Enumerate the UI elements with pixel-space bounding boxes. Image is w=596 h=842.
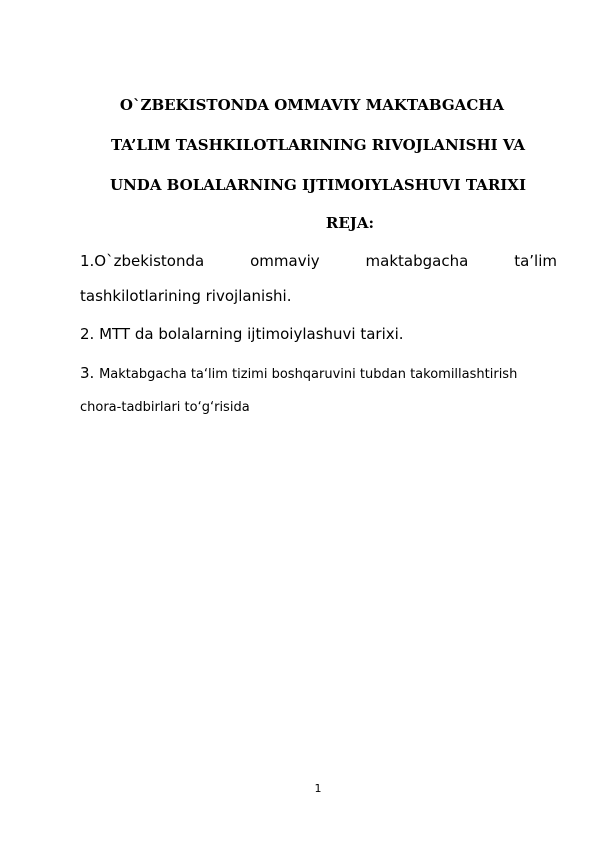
plan-item-3-number: 3. bbox=[80, 364, 95, 382]
plan-item-3-line-1 bbox=[80, 364, 517, 382]
plan-item-1-word: 1.O`zbekistonda bbox=[80, 252, 205, 270]
plan-item-3-text: Maktabgacha ta‘lim tizimi boshqaruvini tubdan takomillashtirish bbox=[99, 367, 518, 382]
plan-item-1-line-1 bbox=[80, 252, 557, 270]
plan-item-1-word: ommaviy bbox=[250, 252, 320, 270]
plan-item-1-word: maktabgacha bbox=[365, 252, 469, 270]
plan-heading: REJA: bbox=[325, 214, 375, 232]
plan-item-1-line-2: tashkilotlarining rivojlanishi. bbox=[80, 287, 292, 305]
plan-item-3-line-2: chora-tadbirlari to‘g‘risida bbox=[80, 400, 250, 415]
title-line-1: O`ZBEKISTONDA OMMAVIY MAKTABGACHA bbox=[119, 96, 505, 114]
plan-item-2: 2. MTT da bolalarning ijtimoiylashuvi tarixi. bbox=[80, 325, 404, 343]
plan-item-1-word: ta’lim bbox=[514, 252, 557, 270]
title-line-3: UNDA BOLALARNING IJTIMOIYLASHUVI TARIXI bbox=[110, 176, 526, 194]
title-line-2: TA’LIM TASHKILOTLARINING RIVOJLANISHI VA bbox=[110, 136, 526, 154]
page-number: 1 bbox=[314, 782, 322, 795]
